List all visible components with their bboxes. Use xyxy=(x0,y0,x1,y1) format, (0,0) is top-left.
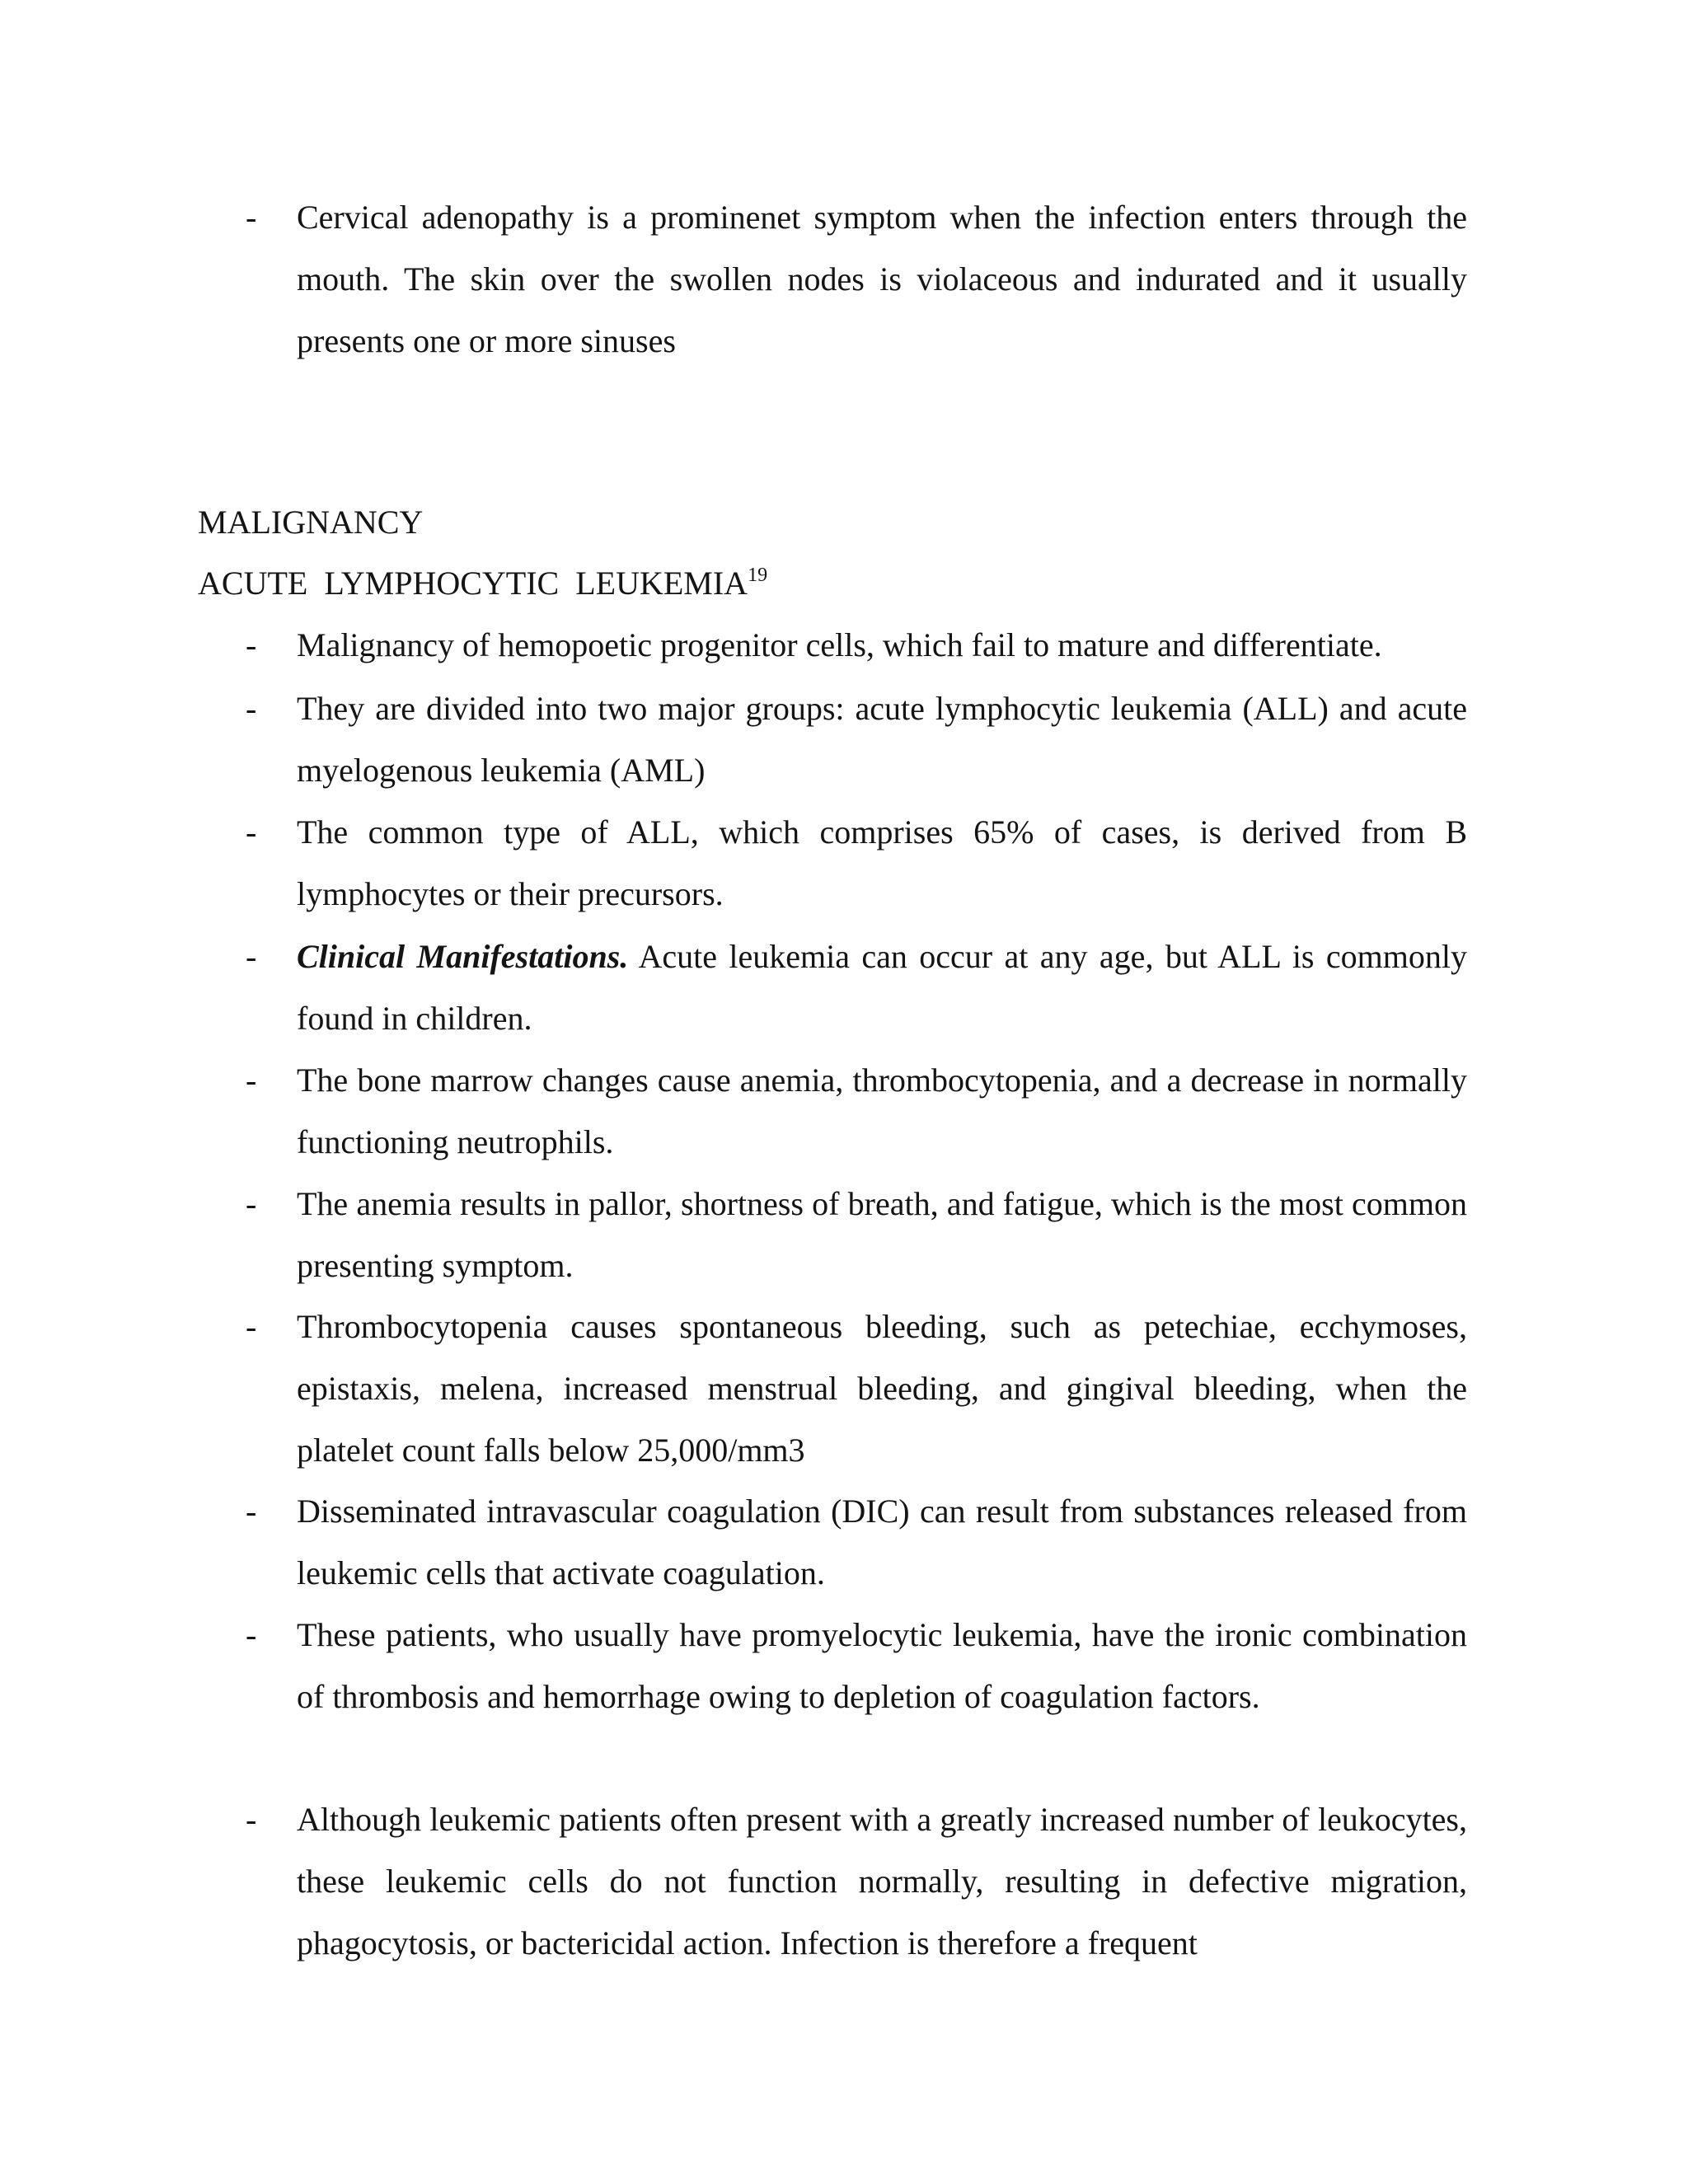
list-item-text: Thrombocytopenia causes spontaneous bleeding, such as petechiae, ecchymoses, epistaxis, melena, increased menstrual bleeding, and gingival bleeding, when the platelet count falls below 25,000/mm3 xyxy=(297,1308,1467,1469)
list-item-text: The anemia results in pallor, shortness of breath, and fatigue, which is the most common presenting symptom. xyxy=(297,1185,1467,1284)
bullet-dash: - xyxy=(246,199,257,236)
bullet-dash: - xyxy=(246,1493,257,1530)
list-item-text: Malignancy of hemopoetic progenitor cells, which fail to mature and differentiate. xyxy=(297,626,1382,663)
list-item xyxy=(198,1788,1467,1974)
bullet-dash: - xyxy=(246,1801,257,1838)
clinical-manifestations-body: Acute leukemia can occur at any age, but ALL is commonly found in children. xyxy=(297,938,1467,1037)
list-item xyxy=(198,1480,1467,1604)
subheading xyxy=(198,552,767,620)
list-item-text: They are divided into two major groups: acute lymphocytic leukemia (ALL) and acute myelogenous leukemia (AML) xyxy=(297,690,1467,789)
list-item-text: The bone marrow changes cause anemia, thrombocytopenia, and a decrease in normally functioning neutrophils. xyxy=(297,1062,1467,1160)
bullet-dash: - xyxy=(246,1616,257,1653)
list-item xyxy=(198,1604,1467,1727)
list-item xyxy=(198,614,1467,676)
bullet-dash: - xyxy=(246,813,257,851)
list-item xyxy=(198,1173,1467,1296)
bullet-dash: - xyxy=(246,1185,257,1222)
subheading-text: ACUTE LYMPHOCYTIC LEUKEMIA xyxy=(198,565,748,602)
list-item xyxy=(198,801,1467,925)
list-item-clinical-manifestations xyxy=(198,926,1467,1049)
list-item-text: These patients, who usually have promyelocytic leukemia, have the ironic combination of thrombosis and hemorrhage owing to depletion of coagulation factors. xyxy=(297,1616,1467,1715)
section-heading: MALIGNANCY xyxy=(198,504,424,541)
list-item-text: Cervical adenopathy is a prominenet symptom when the infection enters through the mouth. The skin over the swollen nodes is violaceous and indurated and it usually presents one or more sinuses xyxy=(297,199,1467,359)
bullet-dash: - xyxy=(246,1308,257,1345)
bullet-dash: - xyxy=(246,690,257,727)
list-item-cervical-adenopathy xyxy=(198,186,1467,372)
bullet-dash: - xyxy=(246,1062,257,1099)
list-item-text xyxy=(297,926,1467,1049)
list-item xyxy=(198,1049,1467,1173)
bullet-dash: - xyxy=(246,938,257,975)
list-item xyxy=(198,1296,1467,1481)
list-item xyxy=(198,677,1467,801)
reference-superscript: 19 xyxy=(748,565,768,586)
list-item-text: Disseminated intravascular coagulation (DIC) can result from substances released from leukemic cells that activate coagulation. xyxy=(297,1493,1467,1591)
clinical-manifestations-lead: Clinical Manifestations. xyxy=(297,938,629,975)
list-item-text: The common type of ALL, which comprises 65% of cases, is derived from B lymphocytes or their precursors. xyxy=(297,813,1467,912)
list-item-text: Although leukemic patients often present with a greatly increased number of leukocytes, these leukemic cells do not function normally, resulting in defective migration, phagocytosis, or bactericidal action. Infection is therefore a frequent xyxy=(297,1801,1467,1961)
bullet-dash: - xyxy=(246,626,257,663)
